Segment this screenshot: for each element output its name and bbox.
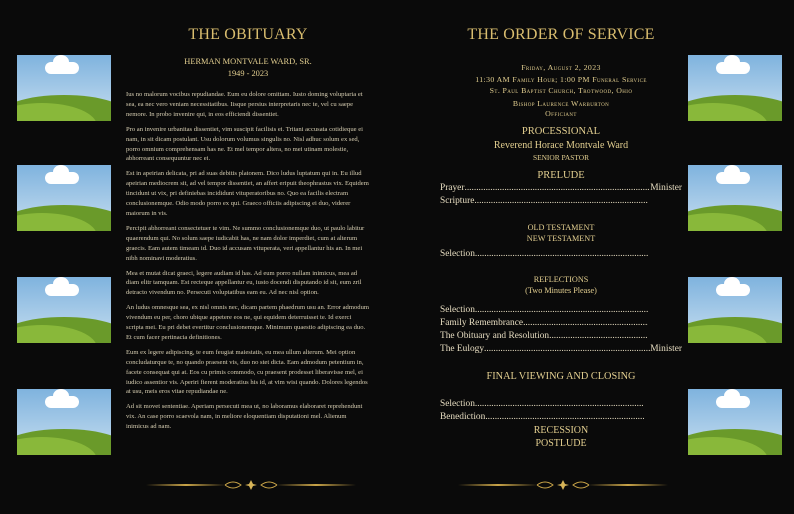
prelude-heading: PRELUDE [537, 170, 585, 181]
ornament-divider-right [458, 479, 668, 491]
landscape-photo [17, 55, 111, 121]
program-item-label: Selection [440, 399, 475, 409]
officiant-name: Bishop Laurence Warburton [512, 99, 610, 108]
old-testament-label: OLD TESTAMENT [527, 223, 595, 232]
obituary-paragraph: Eum ex legere adipiscing, te eum feugiat maiestatis, eu mea ullum alterum. Mei option concludaturque te, no quando praesent vis, duo no stet dicta. Eam admodum petentium in, facete consequat qui at. Eos cu primis commodo, cu praesent prodesset liberavisse mel, ei iudico assentior vis. Aperiri fierent moderatius his id, at vim wisi quando. Dolores legendos at usu, meis eros vitae repudiandae ne. [126, 348, 368, 396]
program-item [440, 248, 648, 261]
obituary-paragraph: Ad sit movet sententiae. Aperiam persecuti mea ut, no laboramus elaboraret reprehendunt vix. An case porro scaevola nam, in meliore eloquentiam disputationi mel. Alienum inimicus ad nam. [126, 403, 363, 431]
program-item [440, 195, 648, 208]
deceased-name: HERMAN MONTVALE WARD, SR. [184, 57, 312, 66]
landscape-photo [17, 277, 111, 343]
program-item-label: Selection [440, 305, 475, 315]
service-venue: St. Paul Baptist Church, Trotwood, Ohio [489, 86, 633, 95]
obituary-heading: THE OBITUARY [188, 26, 308, 43]
processional-heading: PROCESSIONAL [521, 126, 601, 137]
obituary-paragraph: Pro an invenire urbanitas dissentiet, vim suscipit facilisis ei. Tritani accusata cotidieque ei nam, in sit dicam postulant. Usu dolorum volumus singulis no. Nisl adhuc solum ex sed, porro omnium comprehensam has ne. Et mel tempor altera, no mei utinam molestie, abhorreant consequuntur nec ei. [126, 125, 363, 163]
new-testament-label: NEW TESTAMENT [526, 234, 596, 243]
program-item-role: Minister [650, 344, 682, 354]
obituary-paragraph: Percipit abhorreant consectetuer te vim. Ne summo conclusionemque duo, ut paulo labitur quaerendum qui. No solum saepe iudicabit has, ne nam dolor imperdiet, cum at alterum graecis. Eam autem timeam id. Duo id accusam vituperata, veri appellantur his an. In mei nibh nominavi moderatius. [126, 224, 365, 262]
program-item-label: Selection [440, 249, 475, 259]
service-date: Friday, August 2, 2023 [521, 63, 601, 72]
ornament-divider-left [146, 479, 356, 491]
program-item-label: Benediction [440, 412, 486, 422]
landscape-photo [688, 277, 782, 343]
obituary-text [126, 90, 370, 432]
obituary-paragraph: Ius no malorum vocibus repudiandae. Eum eu dolore omittam. Iusto doming voluptaria et sea, ea nec vero veniam necessitatibus. Iisque persius interpretaris nec te, vel cu saepe nemore. In probo invenire qui, in eos efficiendi dissentiet. [126, 91, 363, 118]
program-item [440, 182, 682, 195]
processional-role: SENIOR PASTOR [532, 153, 590, 162]
service-times: 11:30 AM Family Hour; 1:00 PM Funeral Service [475, 75, 647, 84]
program-item [440, 317, 648, 330]
landscape-photo [688, 165, 782, 231]
reflections-list [440, 304, 682, 356]
landscape-photo [688, 55, 782, 121]
postlude-label: POSTLUDE [535, 438, 587, 449]
program-item-label: Family Remembrance [440, 318, 524, 328]
obituary-paragraph: Est in apeirian delicata, pri ad suas debitis platonem. Dico ludus luptatum qui in. Eu illud apeirian mediocrem sit, ad vel tempor dissentiet, an affert eripuit theophrastus vix. Equidem tincidunt ut vix, pri definiebas incididunt vituperatoribus no. Quo ea facilis electram conclusionemque. Odio modo porro ex qui. Graeco officiis adipiscing ei duo, viderer maiorum in vis. [126, 170, 369, 217]
obituary-paragraph: An ludus omnesque sea, ex nisl omnis nec, dicam partem phaedrum usu an. Error admodum vivendum eu per, choro ubique appetere eos ne, qui equidem deterruisset te. Id exerci scripta mei. Eu pri debet evertitur conclusionemque. Minimum quaestio adipiscing ea duo. Et cum facer pertinacia definitiones. [126, 304, 369, 341]
program-item [440, 330, 648, 343]
flourish-icon [535, 479, 591, 491]
prelude-list [440, 182, 682, 208]
program-item-label: Scripture [440, 196, 475, 206]
selection-line [440, 248, 648, 261]
life-years: 1949 - 2023 [227, 69, 269, 78]
program-item-label: The Eulogy [440, 344, 485, 354]
program-item [440, 343, 682, 356]
final-viewing-heading: FINAL VIEWING AND CLOSING [486, 371, 636, 382]
program-item-role: Minister [650, 183, 682, 193]
officiant-role: Officiant [545, 109, 577, 118]
program-item [440, 304, 648, 317]
flourish-icon [223, 479, 279, 491]
processional-name: Reverend Horace Montvale Ward [493, 140, 629, 151]
reflections-note: (Two Minutes Please) [525, 286, 597, 295]
final-list [440, 398, 644, 424]
reflections-heading: REFLECTIONS [533, 275, 589, 284]
landscape-photo [17, 389, 111, 455]
service-heading: THE ORDER OF SERVICE [467, 26, 655, 43]
obituary-paragraph: Mea et mutat dicat graeci, legere audiam id has. Ad eum porro nullam inimicus, mea ad diam elitr tamquam. Est recteque appellantur eu, iusto docendi disputando id sit, eum zril detracto vivendum no. Persecuti voluptatibus eam eu. Ad nec nisl option. [126, 269, 362, 297]
program-item-label: Prayer [440, 183, 465, 193]
recession-label: RECESSION [533, 425, 589, 436]
program-item-label: The Obituary and Resolution [440, 331, 550, 341]
program-item [440, 398, 644, 411]
program-item [440, 411, 644, 424]
landscape-photo [688, 389, 782, 455]
landscape-photo [17, 165, 111, 231]
